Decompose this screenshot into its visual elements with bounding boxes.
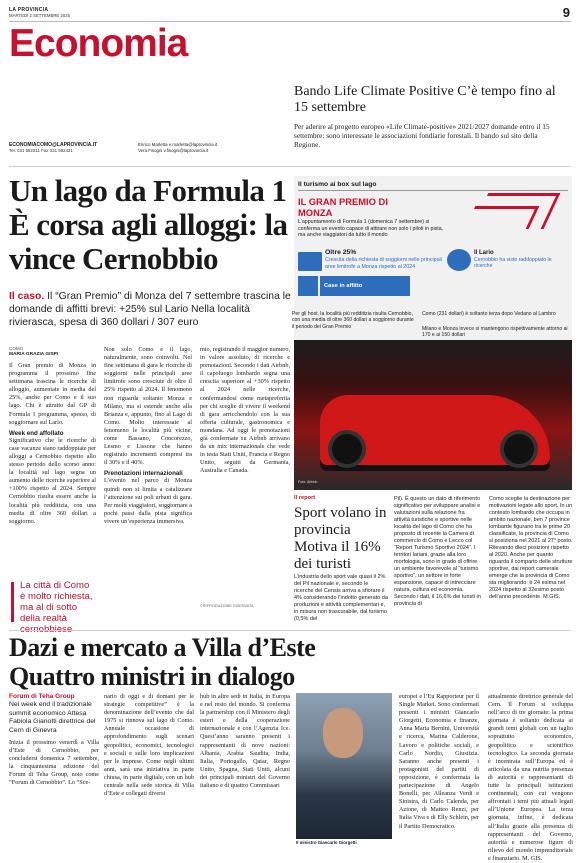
report-column-2: Pil). È questo un dato di riferimento significativo per sviluppare analisi e valutazioni sulla relazione fra attività turistiche e sportive nelle località del lago di Como che ha proposto di recente la Camera di commercio di Como e Lecco col “Report Turismo Sportivo 2024”. I territori lariani, grazie alla loro morfologia, sono in grado di offrire un ambiente favorevole al “turismo sportivo”, un settore in forte espansione, capace di intrecciare natura, cultura ed economia. Secondo i dati, il 16,6% dei turisti in provincia di (394, 496, 481, 607)
report-column-3: Como sceglie la destinazione per motivazioni legate allo sport. In un contesto lombardo che occupa in ambito nazionale, ben 7 province lombarde figurano tra le prime 20 classificate, la provincia di Como si posiziona nel 2021 al 27° posto. Rilevando dieci posizioni rispetto al 2020. Anche per quanto riguarda il comparto delle strutture sportive, dai report camerale emerge che la provincia di Como sta migliorando: è 24 esima nel 2024 rispetto al 32esimo posto dell’anno precedente. M.GIS. (489, 496, 573, 600)
second-column-1: Inizia il prossimo venerdì a Villa d’Este di Cernobbio, per concludersi domenica 7 settembre, la cinquantesima edizione del Forum di Teha Group, noto come “Forum di Cernobbio”. Lo “Sce- (9, 739, 99, 787)
col2-subhead: Prenotazioni internazionali (104, 470, 183, 478)
copyright-note: ©RIPRODUZIONE RISERVATA (200, 604, 254, 608)
second-column-2: nario di oggi e di domani per le strategie competitive” è la denominazione dell’evento che dal 1975 si rinnova sul lago di Como. Annuale occasione di approfondimento sugli scenari geopolitici, economici, tecnologici e sociali e sulle loro implicazioni per le imprese. Come negli ultimi anni, sarà una iniziativa in parte chiusa, in parte digitale, con un hub centrale nella sede storica di Villa d’Este e collegati diversi (104, 693, 194, 798)
newspaper-brand: LA PROVINCIA (9, 7, 49, 13)
f1-logo-icon-inner (465, 206, 540, 229)
second-column-3: hub in altre sedi in Italia, in Europa e nel resto del mondo. Si conferma la partnership con il Ministero degli esteri e della cooperazione internazionale e con l’Agenzia Ice. Quest’anno saranno presenti i rappresentanti di nove nazioni: Albania, Arabia Saudita, India, Italia, Portogallo, Qatar, Regno Unito, Spagna, Stati Uniti, alcuni dei principali ministri del Governo italiano e di quattro Commissari (200, 693, 290, 790)
col2-text: Non solo Como e il lago, naturalmente, sono coinvolti. Nel fine settimana di gara le ricerche di soggiorni nelle principali aree limitrofe sono cresciute di oltre il 25% rispetto al 2024. Il fenomeno non riguarda soltanto Monza e Milano, ma si estende anche alla Brianza e, appunto, fino al Lago di Como. Molto interessate al fenomeno le località più vicine, come Bassano, Concorezzo, Lesmo e Lissone che hanno registrato incrementi compresi tra il 30% e il 40%. (104, 346, 192, 467)
second-deck: Nel week end il tradizionale summit economico Attesa Fabiola Gianotti direttrice del Cern di Ginevra (9, 701, 96, 734)
gp-title: IL GRAN PREMIO DI MONZA (298, 196, 388, 218)
minister-face (323, 708, 363, 758)
col1-text-b: Significativo che le ricerche di case vacanze siano raddoppiate per alloggi a Cernobbio rispetto allo stesso periodo dello scorso anno: la località sul lago segna un aumento delle ricerche superiore al +100% rispetto al 2024. Sempre Cernobbio risulta essere anche la località più redditizia, con una media di oltre 360 dollari a soggiorno. (9, 436, 96, 525)
photo-caption: Il ministro Giancarlo Giorgetti (296, 840, 357, 845)
teaser-headline[interactable]: Bando Life Climate Positive C’è tempo fino al 15 settembre (294, 84, 556, 115)
quote-bar (11, 582, 14, 622)
milano-note: Milano e Monza invece si mantengono rispettivamente attorno ai 170 e ai 150 dollari (422, 326, 568, 339)
article-column-1 (9, 362, 96, 526)
lake-title: Il Lario (474, 250, 494, 256)
byline-author: MARIA GRAZIA GISPI (9, 352, 59, 357)
second-headline[interactable]: Dazi e mercato a Villa d’Este Quattro ministri in dialogo (9, 633, 316, 691)
main-deck (9, 290, 291, 329)
pull-quote: La città di Como è molto richiesta, ma al di sotto della realtà (20, 580, 93, 624)
infographic-title: Il turismo ai box sul lago (298, 181, 568, 191)
chart-up-icon (298, 252, 322, 271)
lake-body: Cernobbio ha visto raddoppiato le ricerche (474, 257, 552, 270)
rental-label: Case in affitto (320, 276, 410, 296)
report-column-1: L’industria dello sport vale quasi il 2% del Pil nazionale e, secondo le ricerche del Censis arriva a sfiorare il 4% considerando l’indotto generato da produzioni e attività complementari e, in misura non trascurabile, dal turismo (0,5% del (294, 574, 388, 622)
editor-contact-2: Vera Fisogni v.fisogni@laprovincia.it (138, 148, 209, 153)
photo-credit: Foto: Airbnb (298, 480, 318, 484)
car-wheel (328, 430, 366, 468)
page-number: 9 (562, 5, 570, 20)
col1-subhead: Week end affollato (9, 429, 64, 437)
second-tag: Forum di Teha Group (9, 693, 75, 700)
issue-date: MARTEDÌ 2 SETTEMBRE 2025 (9, 13, 71, 18)
deck-label: Il caso. (9, 291, 45, 302)
report-tag: Il report (294, 495, 316, 501)
article-column-2 (104, 346, 192, 526)
editor-contact-1: Enrico Marletta e.marletta@laprovincia.it (138, 142, 218, 147)
como-note: Como (231 dollari) è soltanto terza dopo Vedano al Lambro (422, 311, 556, 317)
col1-text: Il Gran premio di Monza in programma il prossimo fine settimana trascina le ricerche di alloggio, aumentate in media del 25%, anche per Como e il suo lago. Chi è attratto dal GP di Formula 1 programma, spesso, di soggiornare sul Lario. (9, 362, 96, 426)
section-title: Economia (9, 22, 188, 65)
second-column-4: europei e l’Eu Rapporteur per il Single Market. Sono confermati presenti i ministri Giancarlo Giorgetti, Economia e finanze, Anna Maria Bernini, Università e ricerca, Marina Calderone, Lavoro e politiche sociali, e Carlo Nordio, Giustizia. Saranno anche presenti i protagonisti del partiti di opposizione, è confermata la partecipazione di Angelo Bonelli, per Alleanza Verdi e Sinistra, di Carlo Calenda, per Azione, di Matteo Renzi, per Italia Viva e di Elly Schlein, per il Partito Democratico. (399, 693, 479, 830)
growth-title: Oltre 25% (325, 249, 357, 256)
contact-email[interactable]: ECONOMIACOMO@LAPROVINCIA.IT (9, 142, 98, 148)
gp-body: L’appuntamento di Formula 1 (domenica 7 settembre) si conferma un evento capace di attirare non solo i piloti in pista, ma anche viaggiatori da tutto il mondo (298, 219, 444, 239)
growth-body: Crescita della richiesta di soggiorni nelle principali aree limitrofe a Monza rispetto al 2024 (325, 257, 442, 270)
house-icon (298, 276, 318, 296)
main-headline[interactable]: Un lago da Formula 1 È corsa agli alloggi: la vince Cernobbio (9, 173, 288, 276)
deck-text: Il “Gran Premio” di Monza del 7 settembre trascina le domande di affitti brevi: +25% sul Lario Nella località rivierasca, spesa di 360 dollari / 307 euro (9, 291, 291, 328)
lower-divider (9, 630, 571, 631)
second-column-5: attualmente direttrice generale del Cern. Il Forum si sviluppa nell’arco di tre giornate: la prima giornata è soltanto dedicata ai grandi temi globali con un taglio soprattutto economico, geopolitico e scientifico tecnologico. La seconda giornata è incentrata sull’Europa ed è articolata da una nutrita presenza di autorità e rappresentanti di tutte le principali istituzioni continentali, con cui vengono affrontati i temi più attuali legati all’Unione Europea. La terza giornata, infine, è dedicata all’Italia grazie alla presenza di rappresentanti del Governo, autorità e numerose figure di rilievo del mondo imprenditoriale e finanziario. M. GIS. (488, 693, 573, 862)
car-wheel (500, 430, 538, 468)
report-headline[interactable]: Sport volano in provincia Motiva il 16% dei turisti (294, 505, 387, 572)
lake-icon (447, 249, 471, 271)
teaser-body: Per aderire al progetto europeo «Life Climate-positive» 2021/2027 domande entro il 15 settembre: sono interessate le associazioni fondiarie forestali. Il bando sul sito della Regione. (294, 122, 550, 150)
hosts-note: Per gli host, la località più redditizia risulta Cernobbio, con una media di oltre 360 dollari a soggiorno durante il periodo del Gran Premio (292, 311, 414, 330)
contact-phone: Tel. 031 582311 Fax 031 582421 (9, 148, 73, 153)
mid-divider (9, 166, 571, 167)
article-column-3: mio, registrando il maggior numero, in valore assoluto, di ricerche e prenotazioni. Secondo i dati Airbnb, il capoluogo lombardo segna una crescita superiore al +30% rispetto al 2024 nelle ricerche, confermandosi come metapreferita per chi sceglie di vivere il weekend di gara arricchendolo con la sua offerta culturale, gastronomica e mondana. Ad oggi le prenotazioni già confermate su Airbnb arrivano da un mix internazionale che vede in testa Stati Uniti, Francia e Regno Unito, seguiti da Germania, Australia e Canada. (200, 346, 290, 475)
byline-place: COMO (9, 346, 24, 351)
col2-text-b: L’evento nel parco di Monza quindi non si limita a catalizzare l’attenzione sui poli urbani di gara. Per molti viaggiatori, soggiornare a pochi passi dalla pista significa vivere un’esperienza immersiva. (104, 477, 192, 525)
